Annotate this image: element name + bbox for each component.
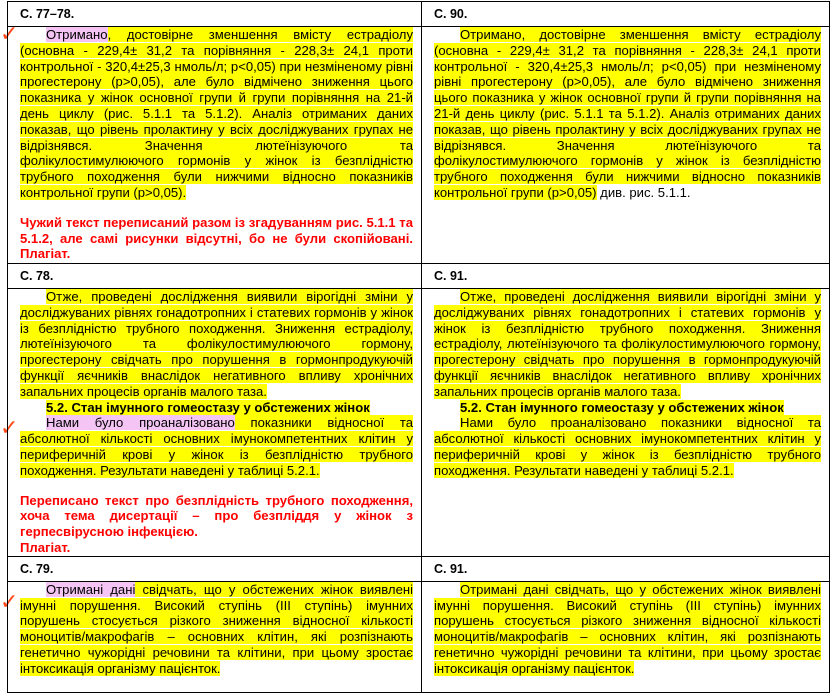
source-page-ref: С. 78. <box>8 264 422 289</box>
page-ref-row <box>8 2 830 27</box>
plagiarism-note: Переписано текст про безплідність трубного походження, хоча тема дисертації – про безпліддя у жінок з герпесвірусною інфекцією. Плагіат. <box>20 492 413 555</box>
highlighted-text: Отже, проведені дослідження виявили вірогідні зміни у досліджуваних рівнях гонадотропних і статевих гормонів у жінок із безплідністю трубного походження. Зниження естрадіолу, лютеїнізуючого та фолікулостимулюючого гормону, прогестерону свідчать про порушення в гормонпродукуючій функції яєчників внаслідок негативного впливу хронічних запальних процесів органів малого таза. <box>434 289 821 399</box>
page-ref-row <box>8 556 830 581</box>
dissertation-text-cell <box>422 27 830 264</box>
check-mark-icon: ✓ <box>0 22 19 47</box>
dissertation-page-ref: С. 90. <box>422 2 830 27</box>
dissertation-page-ref: С. 91. <box>422 264 830 289</box>
dissertation-page-ref: С. 91. <box>422 556 830 581</box>
check-mark-icon: ✓ <box>0 590 19 615</box>
highlighted-text: , достовірне зменшення вмісту естрадіолу (основна - 229,4± 31,2 та порівняння - 228,3± 24,1 проти контрольної - 320,4±25,3 нмоль/л; p<0,05) при незміненому рівні прогестерону (p>0,05), але було відмічено зниження цього показника у жінок основної групи й групи порівняння на 21-й день циклу (рис. 5.1.1 та 5.1.2). Аналіз отриманих даних показав, що рівень пролактину у всіх досліджуваних групах не відрізнявся. Значення лютеїнізуючого та фолікулостимулюючого гормонів у жінок із безплідністю трубного походження були нижчими відносно показників контрольної групи (p>0,05). <box>20 27 413 200</box>
paragraph <box>20 27 413 201</box>
source-text-cell <box>8 581 422 692</box>
dissertation-text-cell <box>422 289 830 557</box>
pink-highlight: Отримані дані <box>46 581 136 597</box>
paragraph <box>20 289 413 400</box>
highlighted-text: свідчать, що у обстежених жінок виявлені імунні порушення. Високий ступінь (III ступінь) імунних порушень стосується різкого зниження відносної кількості моноцитів/макрофагів – основних клітин, які розпізнають генетично чужорідні речовини та клітини, при цьому зростає інтоксикація організму пацієнток. <box>20 581 413 676</box>
dissertation-text-cell <box>422 581 830 692</box>
source-text-cell <box>8 27 422 264</box>
paragraph <box>434 582 821 677</box>
paragraph <box>434 27 821 201</box>
page-ref-row <box>8 264 830 289</box>
comparison-row <box>8 289 830 557</box>
comparison-row <box>8 27 830 264</box>
plain-text: див. рис. 5.1.1. <box>596 184 691 200</box>
source-page-ref: С. 79. <box>8 556 422 581</box>
paragraph <box>20 415 413 478</box>
paragraph <box>434 415 821 478</box>
highlighted-text: Отримано, достовірне зменшення вмісту естрадіолу (основна - 229,4± 31,2 та порівняння - 228,3± 24,1 проти контрольної - 320,4±25,3 нмоль/л; p<0,05) при незміненому рівні прогестерону (p>0,05), але було відмічено зниження цього показника у жінок основної групи й групи порівняння на 21-й день циклу (рис. 5.1.1 та 5.1.2). Аналіз отриманих даних показав, що рівень пролактину у всіх досліджуваних групах не відрізнявся. Значення лютеїнізуючого та фолікулостимулюючого гормонів у жінок із безплідністю трубного походження були нижчими відносно показників контрольної групи (p>0,05) <box>434 27 821 200</box>
highlighted-text: Нами було проаналізовано показники відносної та абсолютної кількості основних імунокомпетентних клітин у периферичній крові у жінок із безплідністю трубного походження. Результати наведені у таблиці 5.2.1. <box>434 415 821 478</box>
plagiarism-note: Чужий текст переписаний разом із згадуванням рис. 5.1.1 та 5.1.2, але самі рисунки відсутні, бо не були скопійовані. Плагіат. <box>20 214 413 262</box>
source-page-ref: С. 77–78. <box>8 2 422 27</box>
paragraph <box>20 582 413 677</box>
pink-highlight: Отримано <box>46 27 108 42</box>
check-mark-icon: ✓ <box>0 416 19 441</box>
section-heading: 5.2. Стан імунного гомеостазу у обстежених жінок <box>46 399 370 415</box>
paragraph <box>434 289 821 400</box>
comparison-table <box>7 1 830 693</box>
section-heading: 5.2. Стан імунного гомеостазу у обстежених жінок <box>460 399 784 415</box>
highlighted-text: Отже, проведені дослідження виявили вірогідні зміни у досліджуваних рівнях гонадотропних і статевих гормонів у жінок із безплідністю трубного походження. Зниження естрадіолу, лютеїнізуючого та фолікулостимулюючого гормону, прогестерону свідчать про порушення в гормонпродукуючій функції яєчників внаслідок негативного впливу хронічних запальних процесів органів малого таза. <box>20 289 413 399</box>
comparison-row <box>8 581 830 692</box>
highlighted-text: Отримані дані свідчать, що у обстежених жінок виявлені імунні порушення. Високий ступінь (III ступінь) імунних порушень стосується різкого зниження відносної кількості моноцитів/макрофагів – основних клітин, які розпізнають генетично чужорідні речовини та клітини, при цьому зростає інтоксикація організму пацієнток. <box>434 581 821 676</box>
source-text-cell <box>8 289 422 557</box>
pink-highlight: Нами було проаналізовано <box>46 415 235 431</box>
highlighted-text: показники відносної та абсолютної кількості основних імунокомпетентних клітин у периферичній крові у жінок із безплідністю трубного походження. Результати наведені у таблиці 5.2.1. <box>20 415 413 478</box>
